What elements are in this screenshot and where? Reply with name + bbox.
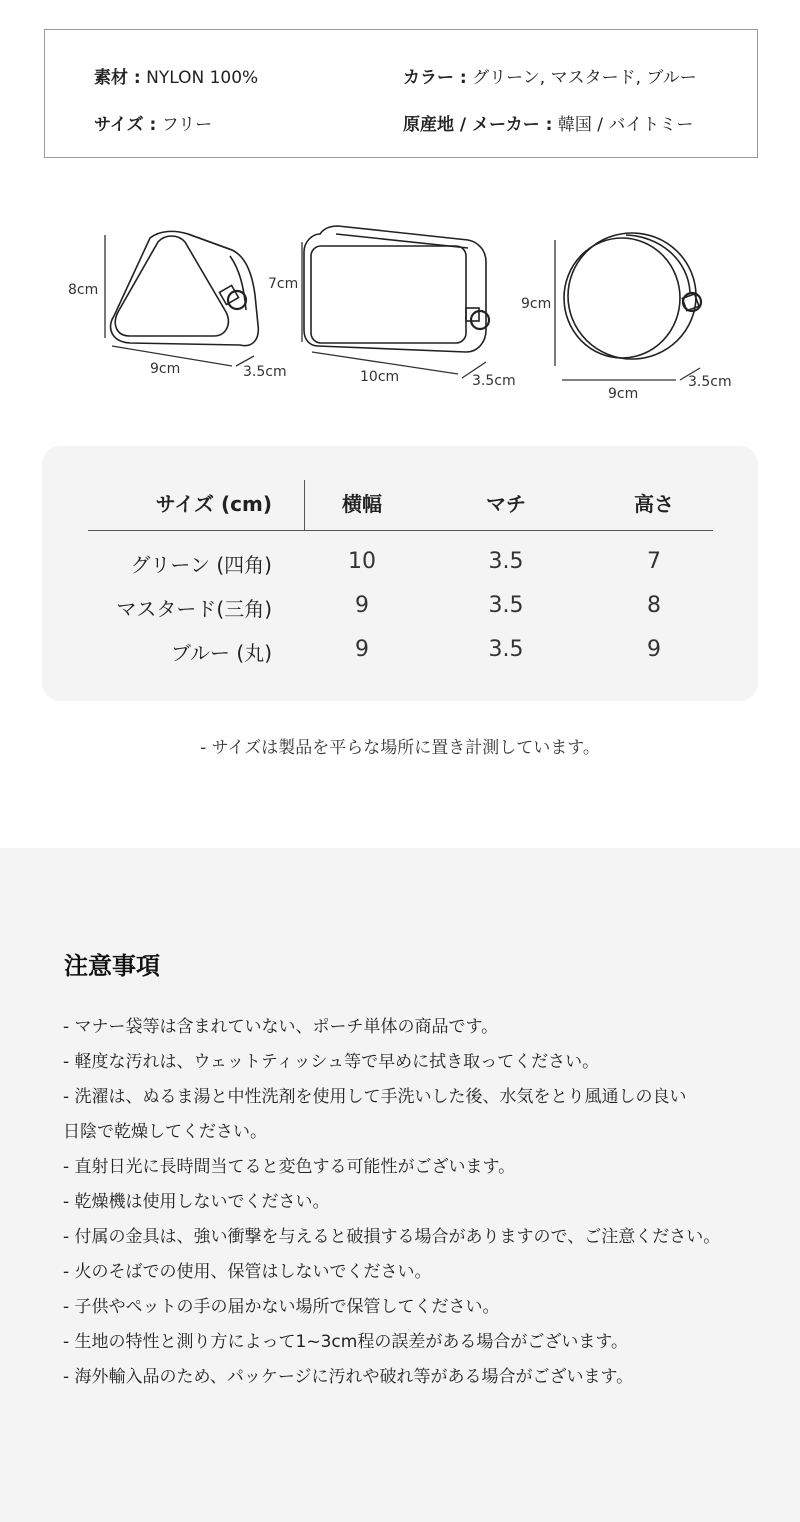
color-info: カラー : グリーン, マスタード, ブルー	[403, 68, 697, 88]
round-pouch-illustration	[555, 233, 701, 380]
round-height-label: 9cm	[521, 296, 552, 312]
caution-line: 日陰で乾燥してください。	[63, 1122, 267, 1142]
measurement-note: - サイズは製品を平らな場所に置き計測しています。	[200, 738, 600, 758]
caution-line: - 海外輸入品のため、パッケージに汚れや破れ等がある場合がございます。	[63, 1367, 634, 1387]
square-height-label: 7cm	[268, 276, 299, 292]
caution-line: - 生地の特性と測り方によって1~3cm程の誤差がある場合がございます。	[63, 1332, 628, 1352]
row-label-green: グリーン (四角)	[130, 553, 272, 577]
round-width-label: 9cm	[608, 386, 639, 402]
caution-line: - 軽度な汚れは、ウェットティッシュ等で早めに拭き取ってください。	[63, 1052, 600, 1072]
row-label-blue: ブルー (丸)	[170, 641, 272, 665]
caution-line: - 火のそばでの使用、保管はしないでください。	[63, 1262, 432, 1282]
square-width-label: 10cm	[360, 369, 400, 385]
square-depth-label: 3.5cm	[472, 373, 516, 389]
row-label-mustard: マスタード(三角)	[116, 597, 272, 621]
square-pouch-illustration	[302, 226, 489, 378]
caution-line: - 乾燥機は使用しないでください。	[63, 1192, 330, 1212]
round-depth-label: 3.5cm	[688, 374, 732, 390]
size-table: サイズ (cm) 横幅 マチ 高さ グリーン (四角) 10 3.5 7 マスタード(三角) 9 3.5 8 ブルー (丸) 9 3.5 9	[42, 446, 758, 701]
origin-info: 原産地 / メーカー : 韓国 / バイトミー	[403, 115, 694, 135]
caution-section	[0, 848, 800, 1522]
triangle-pouch-illustration	[105, 231, 258, 366]
size-info: サイズ : フリー	[94, 115, 213, 135]
product-info-box	[44, 29, 758, 158]
caution-line: - 直射日光に長時間当てると変色する可能性がございます。	[63, 1157, 516, 1177]
caution-line: - 洗濯は、ぬるま湯と中性洗剤を使用して手洗いした後、水気をとり風通しの良い	[63, 1087, 687, 1107]
table-vertical-divider	[304, 480, 305, 530]
dimension-diagram	[0, 220, 800, 410]
header-size: サイズ (cm)	[155, 492, 272, 516]
caution-list	[63, 1010, 763, 1395]
material-info: 素材 : NYLON 100%	[94, 68, 259, 88]
triangle-height-label: 8cm	[68, 282, 99, 298]
triangle-width-label: 9cm	[150, 361, 181, 377]
table-horizontal-divider	[88, 530, 713, 531]
caution-line: - 付属の金具は、強い衝撃を与えると破損する場合がありますので、ご注意ください。	[63, 1227, 721, 1247]
caution-title: 注意事項	[64, 952, 160, 980]
caution-line: - マナー袋等は含まれていない、ポーチ単体の商品です。	[63, 1017, 499, 1037]
caution-line: - 子供やペットの手の届かない場所で保管してください。	[63, 1297, 500, 1317]
triangle-depth-label: 3.5cm	[243, 364, 287, 380]
